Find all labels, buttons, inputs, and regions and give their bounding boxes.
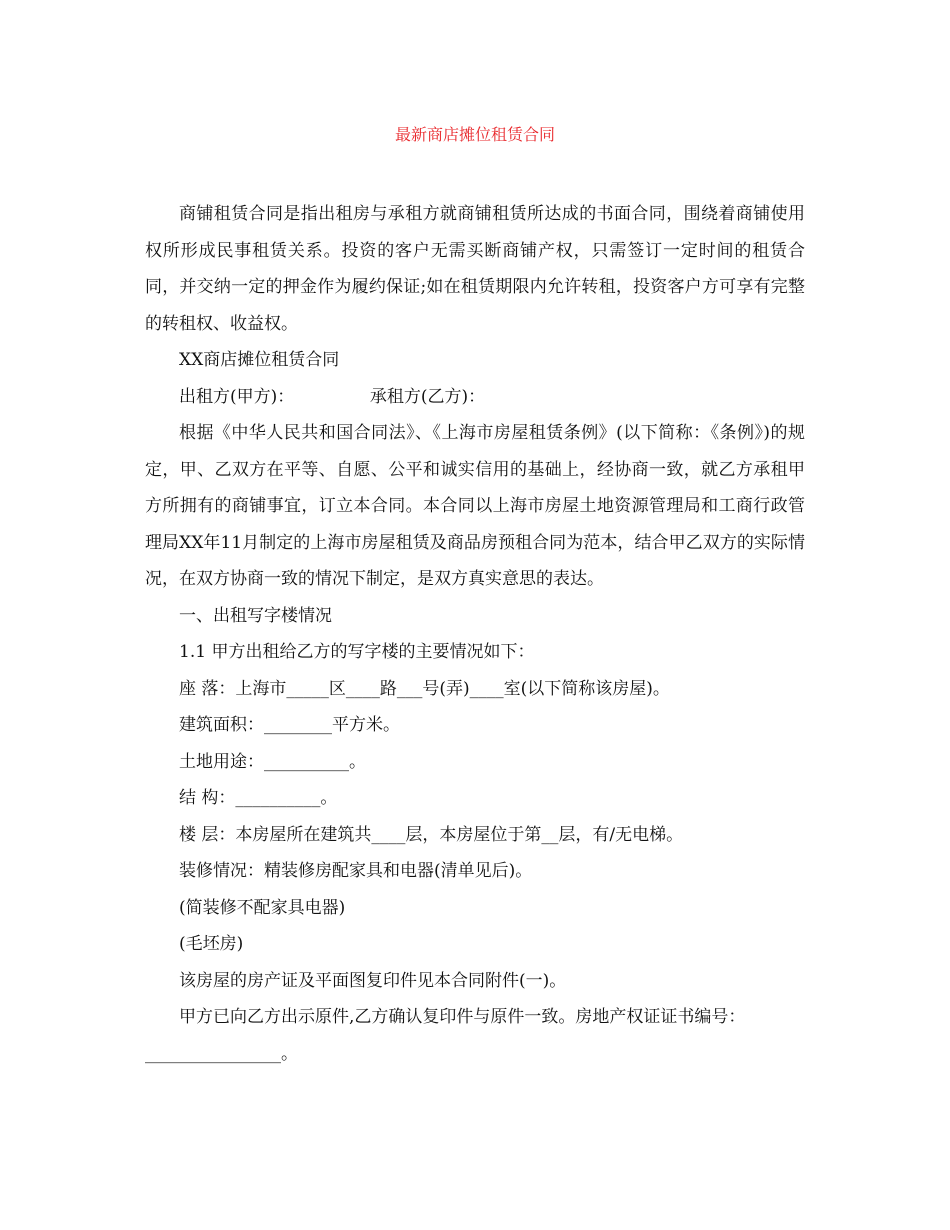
contract-name: XX商店摊位租赁合同: [179, 350, 340, 370]
area-line: 建筑面积：________平方米。: [179, 715, 400, 735]
bare-shell-line: (毛坯房): [179, 934, 244, 954]
floor-line: 楼 层：本房屋所在建筑共____层，本房屋位于第__层，有/无电梯。: [179, 824, 684, 845]
original-shown-line: 甲方已向乙方出示原件,乙方确认复印件与原件一致。房地产权证证书编号：: [179, 1007, 746, 1027]
structure-line: 结 构：__________。: [179, 788, 338, 808]
cert-number-blank: ________________。: [145, 1043, 298, 1064]
land-use-line: 土地用途：__________。: [179, 751, 366, 772]
basis-paragraph: 根据《中华人民共和国合同法》、《上海市房屋租赁条例》(以下简称：《条例》)的规定，甲、乙双方在平等、自愿、公平和诚实信用的基础上，经协商一致，就乙方承租甲方所拥有的商铺事宜，订立本合同。本合同以上海市房屋土地资源管理局和工商行政管理局XX年11月制定的上海市房屋租赁及商品房预租合同为范本，结合甲乙双方的实际情况，在双方协商一致的情况下制定，是双方真实意思的表达。: [145, 423, 805, 589]
simple-decoration-line: (简装修不配家具电器): [179, 897, 346, 918]
intro-paragraph: 商铺租赁合同是指出租房与承租方就商铺租赁所达成的书面合同，围绕着商铺使用权所形成民事租赁关系。投资的客户无需买断商铺产权，只需签订一定时间的租赁合同，并交纳一定的押金作为履约保证;如在租赁期限内允许转租，投资客户方可享有完整的转租权、收益权。: [145, 204, 805, 334]
certificate-note-line: 该房屋的房产证及平面图复印件见本合同附件(一)。: [179, 970, 567, 991]
section1-heading: 一、出租写字楼情况: [179, 605, 332, 626]
location-line: 座 落：上海市_____区____路___号(弄)____室(以下简称该房屋)。: [179, 678, 670, 699]
document-title: 最新商店摊位租赁合同: [394, 125, 555, 144]
decoration-line: 装修情况：精装修房配家具和电器(清单见后)。: [179, 861, 533, 881]
clause-1-1: 1.1 甲方出租给乙方的写字楼的主要情况如下：: [179, 642, 535, 662]
parties-line: 出租方(甲方)： 承租方(乙方)：: [179, 386, 486, 407]
